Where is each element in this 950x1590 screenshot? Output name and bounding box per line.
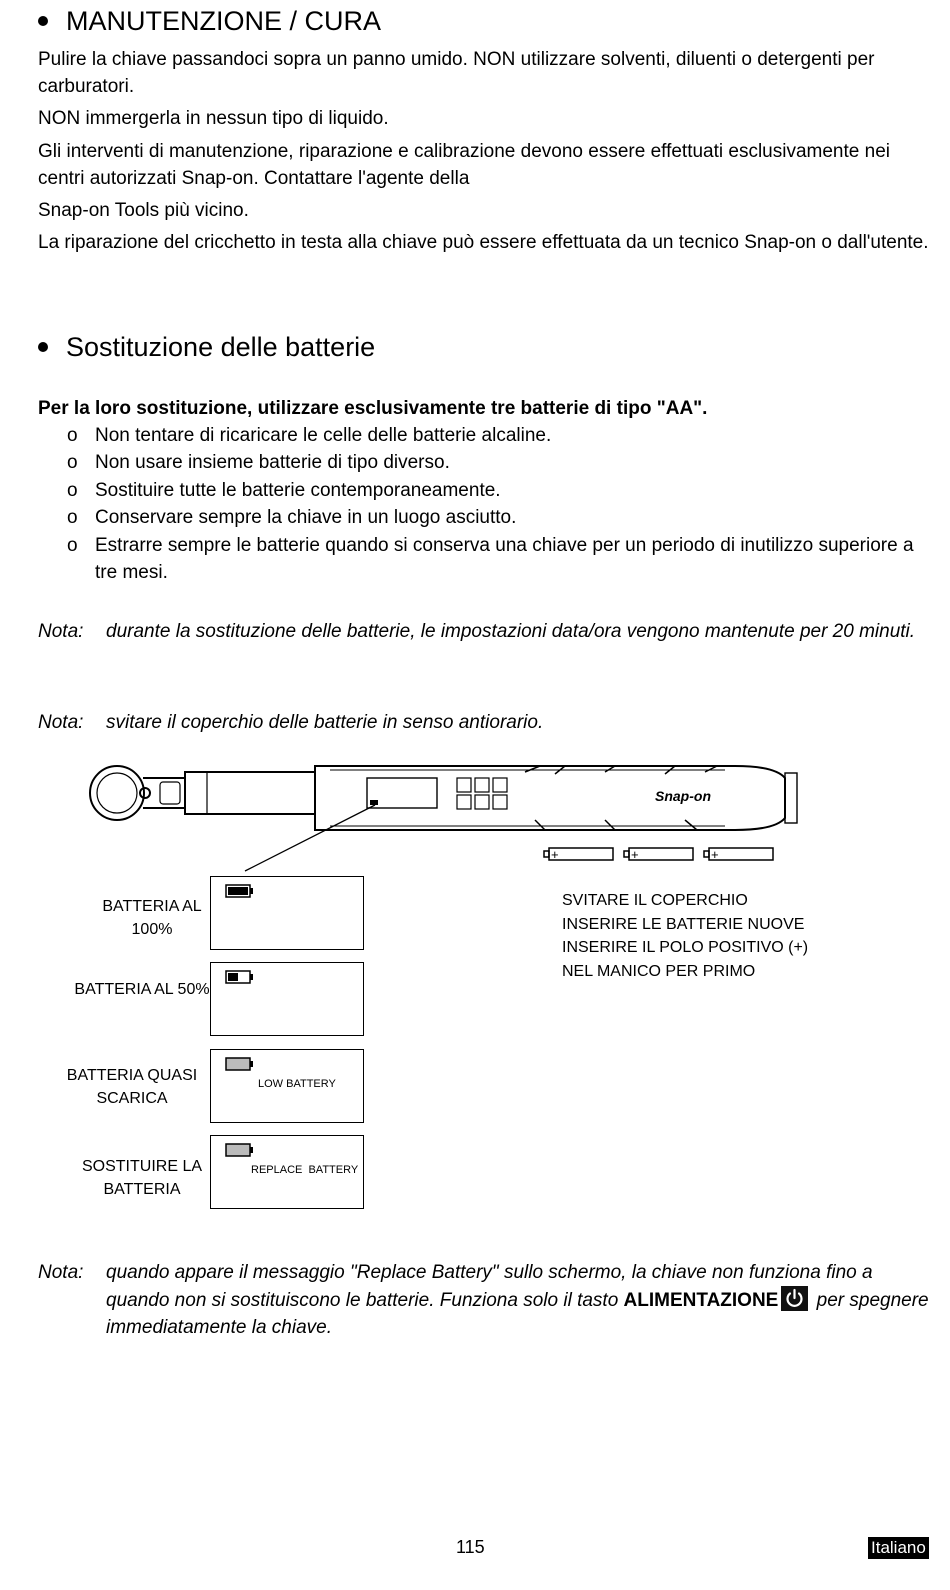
battery-state-label-replace: SOSTITUIRE LA BATTERIA [81, 1158, 203, 1198]
brand-logo-text: Snap-on [655, 788, 711, 804]
list-item-text: Non usare insieme batterie di tipo diverso. [95, 452, 450, 473]
note-text: quando appare il messaggio "Replace Battery" sullo schermo, la chiave non funziona fino a quando non si sostituiscono le batterie. Funziona solo il tasto [106, 1262, 873, 1311]
battery-state-label-low: BATTERIA QUASI SCARICA [66, 1067, 198, 1107]
battery-screen-replace [210, 1135, 364, 1209]
power-key-name: ALIMENTAZIONE [623, 1290, 779, 1311]
list-marker: o [67, 535, 78, 556]
list-item [67, 422, 915, 449]
note-datetime: durante la sostituzione delle batterie, le impostazioni data/ora vengono mantenute per 20 minuti. [106, 621, 916, 642]
section-title-maintenance [38, 4, 381, 38]
battery-fill [228, 973, 238, 981]
list-item [67, 504, 915, 531]
note-replace-battery [106, 1259, 930, 1341]
list-item-text: Estrarre sempre le batterie quando si conserva una chiave per un periodo di inutilizzo superiore a tre mesi. [95, 535, 914, 583]
list-item-text: Conservare sempre la chiave in un luogo asciutto. [95, 507, 517, 528]
battery-level-icon [225, 1142, 255, 1158]
paragraph-cleaning: Pulire la chiave passandoci sopra un panno umido. NON utilizzare solventi, diluenti o detergenti per carburatori. [38, 49, 875, 97]
list-marker: o [67, 425, 78, 446]
note-label: Nota: [38, 712, 84, 733]
page-number: 115 [456, 1537, 485, 1557]
battery-screen-low [210, 1049, 364, 1123]
list-item [67, 449, 915, 476]
list-item-text: Sostituire tutte le batterie contemporaneamente. [95, 480, 501, 501]
ratchet-head-icon [90, 766, 144, 820]
list-item-text: Non tentare di ricaricare le celle delle batterie alcaline. [95, 425, 552, 446]
section-title-text: MANUTENZIONE / CURA [66, 6, 382, 36]
list-marker: o [67, 507, 78, 528]
list-item [67, 477, 915, 504]
battery-level-icon [225, 1056, 255, 1072]
section-title-text: Sostituzione delle batterie [66, 332, 376, 362]
power-icon [781, 1286, 808, 1311]
list-item [67, 532, 915, 586]
battery-state-label-50: BATTERIA AL 50% [74, 981, 210, 998]
instruction-line: NEL MANICO PER PRIMO [562, 962, 756, 980]
instruction-line: INSERIRE IL POLO POSITIVO (+) [562, 939, 809, 956]
battery-screen-50 [210, 962, 364, 1036]
note-label: Nota: [38, 621, 84, 642]
paragraph-nearest-agent: Snap-on Tools più vicino. [38, 200, 249, 221]
battery-level-icon [225, 969, 255, 985]
aa-batteries-illustration [543, 844, 778, 864]
screen-text-replace-battery: REPLACE BATTERY [251, 1164, 359, 1176]
bullet-icon [38, 342, 48, 352]
note-text: per spegnere immediatamente la chiave. [106, 1290, 929, 1338]
battery-level-icon [225, 883, 255, 899]
instruction-line: INSERIRE LE BATTERIE NUOVE [562, 915, 805, 933]
instruction-line: SVITARE IL COPERCHIO [562, 892, 748, 909]
paragraph-no-immersion: NON immergerla in nessun tipo di liquido. [38, 108, 389, 129]
battery-intro: Per la loro sostituzione, utilizzare esclusivamente tre batterie di tipo "AA". [38, 398, 708, 419]
battery-state-label-100: BATTERIA AL 100% [102, 898, 202, 938]
battery-plus-sign: + [631, 847, 639, 862]
paragraph-ratchet-repair: La riparazione del cricchetto in testa alla chiave può essere effettuata da un tecnico Snap-on o dall'utente. [38, 232, 929, 253]
note-unscrew: svitare il coperchio delle batterie in senso antiorario. [106, 712, 544, 733]
bullet-icon [38, 16, 48, 26]
battery-fill [228, 887, 248, 895]
section-title-batteries [38, 330, 375, 364]
screen-text-low-battery: LOW BATTERY [258, 1078, 336, 1090]
language-badge: Italiano [868, 1537, 929, 1559]
list-marker: o [67, 480, 78, 501]
list-marker: o [67, 452, 78, 473]
battery-instructions [562, 889, 892, 983]
paragraph-service-centers: Gli interventi di manutenzione, riparazione e calibrazione devono essere effettuati esclusivamente nei centri autorizzati Snap-on. Contattare l'agente della [38, 141, 890, 189]
battery-plus-sign: + [711, 847, 719, 862]
battery-screen-100 [210, 876, 364, 950]
battery-plus-sign: + [551, 847, 559, 862]
note-label: Nota: [38, 1262, 84, 1283]
